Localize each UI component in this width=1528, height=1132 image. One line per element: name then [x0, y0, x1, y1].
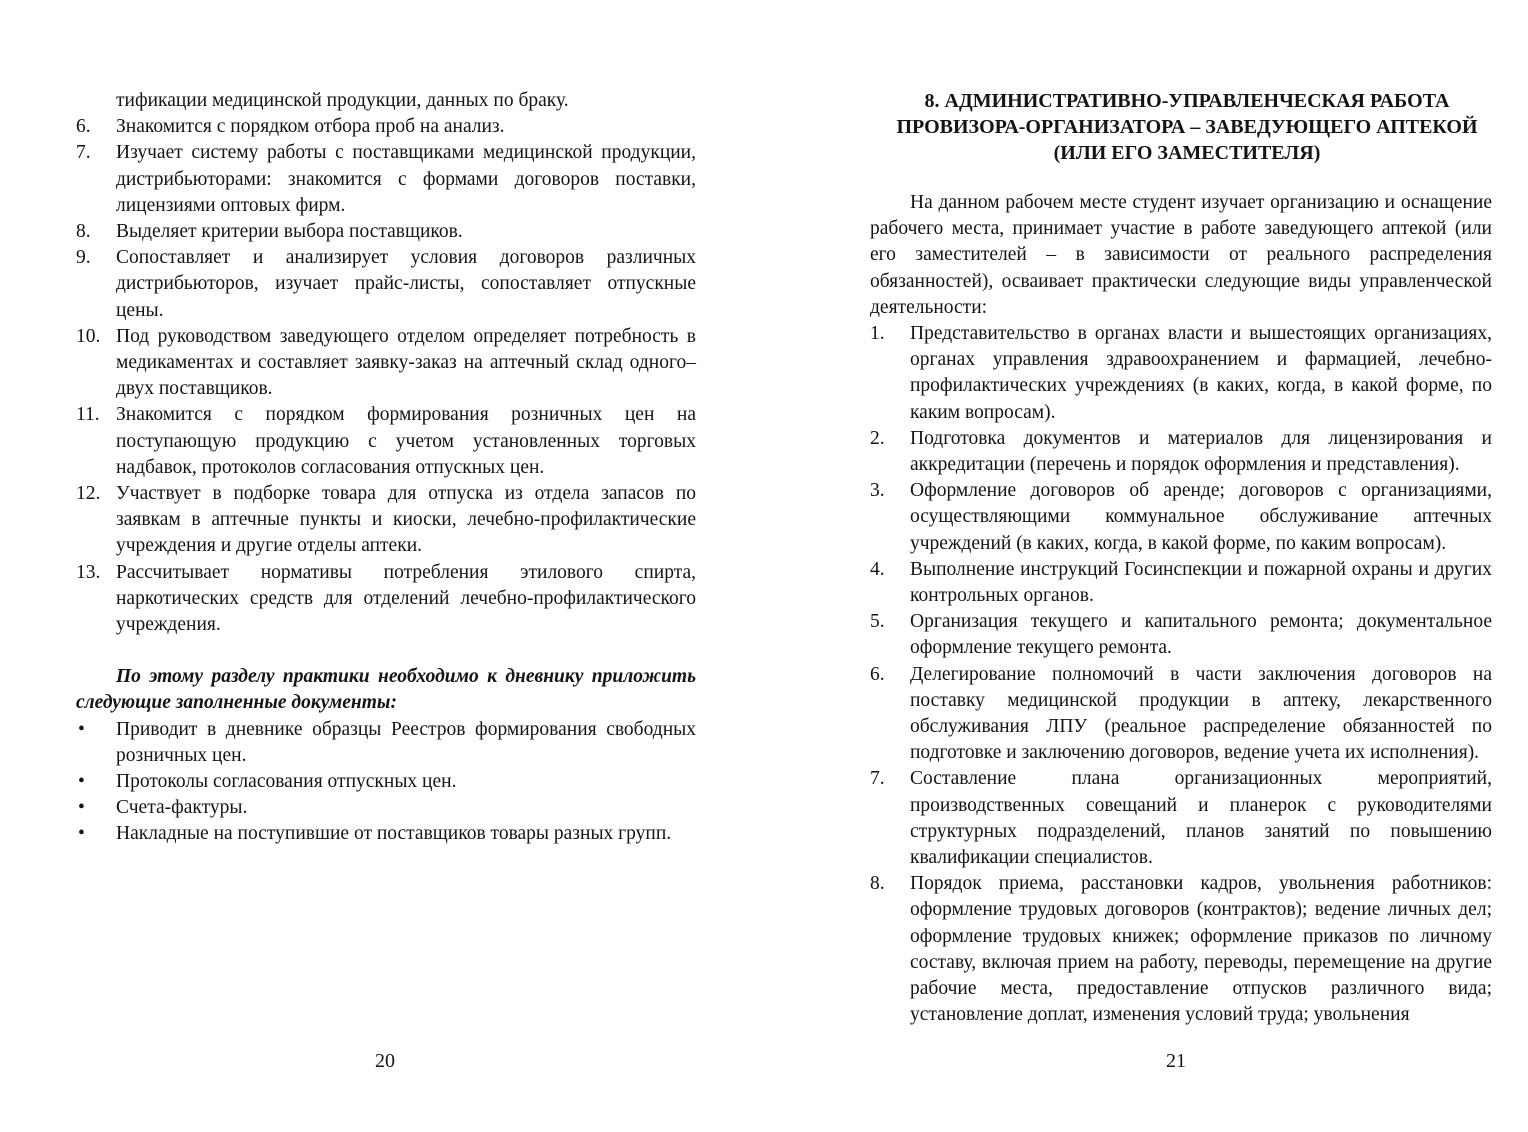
continuation-line: тификации медицинской продукции, данных по браку. [116, 90, 569, 111]
list-item: 8. Порядок приема, расстановки кадров, увольнения работников: оформление трудовых договоров (контрактов); ведение личных дел; оформление трудовых книжек; оформление приказов по личному составу, включая прием на работу, переводы, перемещение на другие рабочие места, предоставление отпусков различного вида; установление доплат, изменения условий труда; увольнения [870, 873, 1492, 1026]
list-item: 2. Подготовка документов и материалов для лицензирования и аккредитации (перечень и порядок оформления и представления). [870, 427, 1492, 476]
documents-bullet-list [76, 717, 696, 848]
list-item: 6. Знакомится с порядком отбора проб на анализ. [76, 116, 505, 138]
list-item: 13. Рассчитывает нормативы потребления этилового спирта, наркотических средств для отделений лечебно-профилактического учреждения. [76, 561, 696, 636]
list-item: 9. Сопоставляет и анализирует условия договоров различных дистрибьюторов, изучает прайс-листы, сопоставляет отпускные цены. [76, 247, 696, 321]
list-item: 12. Участвует в подборке товара для отпуска из отдела запасов по заявкам в аптечные пункты и киоски, лечебно-профилактические учреждения и другие отделы аптеки. [76, 483, 696, 557]
bullet-item: • Счета-фактуры. [78, 797, 248, 819]
left-numbered-list [76, 114, 696, 638]
intro-paragraph: На данном рабочем месте студент изучает организацию и оснащение рабочего места, принимает участие в работе заведующего аптекой (или его заместителей – в зависимости от реального распределения обязанностей), осваивает практически следующие виды управленческой деятельности: [870, 192, 1492, 318]
list-item: 1. Представительство в органах власти и вышестоящих организациях, органах управления здравоохранением и фармацией, лечебно-профилактических учреждениях (в каких, когда, в какой форме, по каким вопросам). [870, 323, 1492, 423]
bullet-item: • Протоколы согласования отпускных цен. [78, 771, 457, 793]
bullet-item: • Приводит в дневнике образцы Реестров формирования свободных розничных цен. [78, 718, 696, 766]
bullet-item: • Накладные на поступившие от поставщиков товары разных групп. [78, 823, 672, 845]
right-numbered-list [870, 321, 1492, 1028]
list-item: 8. Выделяет критерии выбора поставщиков. [76, 221, 463, 243]
list-item: 7. Изучает систему работы с поставщиками медицинской продукции, дистрибьюторами: знакомится с формами договоров поставки, лицензиями оптовых фирм. [76, 142, 696, 216]
left-page-body [76, 88, 696, 848]
list-item: 4. Выполнение инструкций Госинспекции и пожарной охраны и других контрольных органов. [870, 558, 1492, 607]
list-item: 5. Организация текущего и капитального ремонта; документальное оформление текущего ремонта. [870, 611, 1492, 659]
documents-note: По этому разделу практики необходимо к дневнику приложить следующие заполненные документы: [76, 666, 696, 714]
section-heading: 8. АДМИНИСТРАТИВНО-УПРАВЛЕНЧЕСКАЯ РАБОТА ПРОВИЗОРА-ОРГАНИЗАТОРА – ЗАВЕДУЮЩЕГО АПТЕКОЙ (ИЛИ ЕГО ЗАМЕСТИТЕЛЯ) [896, 90, 1478, 164]
list-item: 3. Оформление договоров об аренде; договоров с организациями, осуществляющими коммунальное обслуживание аптечных учреждений (в каких, когда, в какой форме, по каким вопросам). [870, 480, 1492, 554]
page-number: 21 [1166, 1050, 1186, 1072]
right-page [764, 0, 1528, 1132]
page-number: 20 [375, 1050, 395, 1072]
list-item: 6. Делегирование полномочий в части заключения договоров на поставку медицинской продукции в аптеку, лекарственного обслуживания ЛПУ (реальное распределение обязанностей по подготовке и заключению договоров, ведение учета их исполнения). [870, 663, 1492, 764]
right-page-body [870, 190, 1492, 1029]
list-item: 7. Составление плана организационных мероприятий, производственных совещаний и планерок с руководителями структурных подразделений, планов занятий по повышению квалификации специалистов. [870, 768, 1492, 869]
list-item: 10. Под руководством заведующего отделом определяет потребность в медикаментах и составляет заявку-заказ на аптечный склад одного–двух поставщиков. [76, 325, 696, 400]
list-item: 11. Знакомится с порядком формирования розничных цен на поступающую продукцию с учетом установленных торговых надбавок, протоколов согласования отпускных цен. [76, 404, 696, 478]
